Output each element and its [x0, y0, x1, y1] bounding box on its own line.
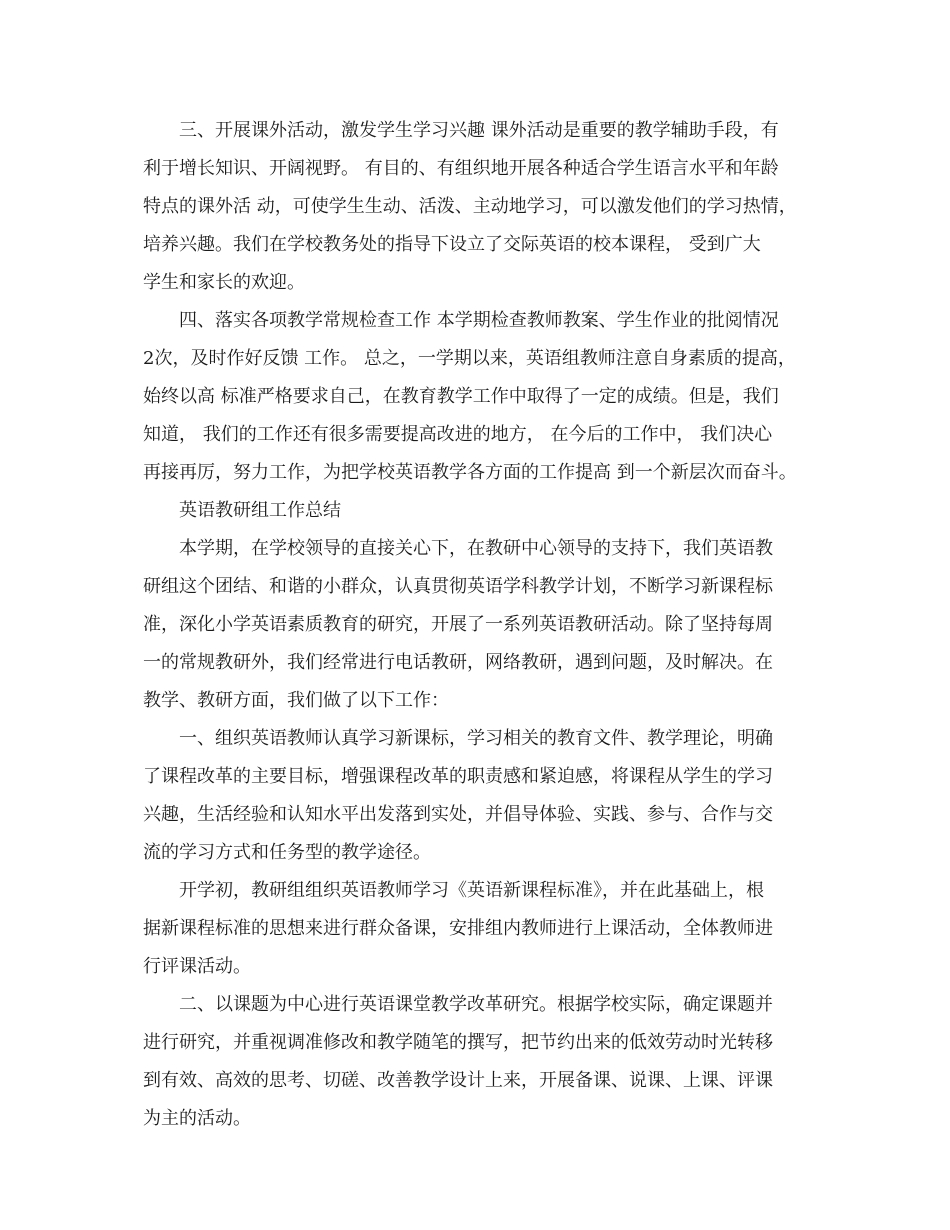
text-line: 兴趣，生活经验和认知水平出发落到实处，并倡导体验、实践、参与、合作与交	[143, 804, 773, 825]
text-line: 三、开展课外活动，激发学生学习兴趣 课外活动是重要的教学辅助手段，有	[179, 120, 779, 141]
text-line: 培养兴趣。我们在学校教务处的指导下设立了交际英语的校本课程， 受到广大	[143, 234, 761, 255]
text-line: 准，深化小学英语素质教育的研究，开展了一系列英语教研活动。除了坚持每周	[143, 614, 773, 635]
text-line: 据新课程标准的思想来进行群众备课，安排组内教师进行上课活动，全体教师进	[143, 918, 773, 939]
text-line: 教学、教研方面，我们做了以下工作：	[143, 690, 449, 711]
text-line: 二、以课题为中心进行英语课堂教学改革研究。根据学校实际，确定课题并	[179, 994, 773, 1015]
paragraph-intro	[143, 530, 823, 720]
text-line: 研组这个团结、和谐的小群众，认真贯彻英语学科教学计划，不断学习新课程标	[143, 576, 773, 597]
text-line: 进行研究，并重视调准修改和教学随笔的撰写，把节约出来的低效劳动时光转移	[143, 1032, 773, 1053]
text-line: 四、落实各项教学常规检查工作 本学期检查教师教案、学生作业的批阅情况	[179, 310, 779, 331]
paragraph-term-start	[143, 872, 823, 986]
document-body	[143, 112, 823, 1138]
text-line: 始终以高 标准严格要求自己，在教育教学工作中取得了一定的成绩。但是，我们	[143, 386, 779, 407]
text-line: 到有效、高效的思考、切磋、改善教学设计上来，开展备课、说课、上课、评课	[143, 1070, 773, 1091]
section-heading: 英语教研组工作总结	[179, 500, 341, 521]
text-line: 利于增长知识、开阔视野。 有目的、有组织地开展各种适合学生语言水平和年龄	[143, 158, 779, 179]
text-line: 为主的活动。	[143, 1108, 251, 1129]
paragraph-extracurricular	[143, 112, 823, 302]
text-line: 一、组织英语教师认真学习新课标，学习相关的教育文件、教学理论，明确	[179, 728, 773, 749]
paragraph-curriculum-study	[143, 720, 823, 872]
text-line: 一的常规教研外，我们经常进行电话教研，网络教研，遇到问题，及时解决。在	[143, 652, 773, 673]
paragraph-routine-checks	[143, 302, 823, 492]
text-line: 特点的课外活 动，可使学生生动、活泼、主动地学习，可以激发他们的学习热情，	[143, 196, 797, 217]
text-line: 再接再厉，努力工作，为把学校英语教学各方面的工作提高 到一个新层次而奋斗。	[143, 462, 797, 483]
text-line: 2次，及时作好反馈 工作。 总之，一学期以来，英语组教师注意自身素质的提高，	[143, 348, 796, 369]
paragraph-research-topic	[143, 986, 823, 1138]
text-line: 了课程改革的主要目标，增强课程改革的职责感和紧迫感，将课程从学生的学习	[143, 766, 773, 787]
text-line: 开学初，教研组组织英语教师学习《英语新课程标准》，并在此基础上，根	[179, 880, 764, 901]
text-line: 流的学习方式和任务型的教学途径。	[143, 842, 431, 863]
text-line: 知道， 我们的工作还有很多需要提高改进的地方， 在今后的工作中， 我们决心	[143, 424, 773, 445]
section-title	[143, 492, 823, 530]
text-line: 本学期，在学校领导的直接关心下，在教研中心领导的支持下，我们英语教	[179, 538, 773, 559]
text-line: 学生和家长的欢迎。	[143, 272, 305, 293]
text-line: 行评课活动。	[143, 956, 251, 977]
